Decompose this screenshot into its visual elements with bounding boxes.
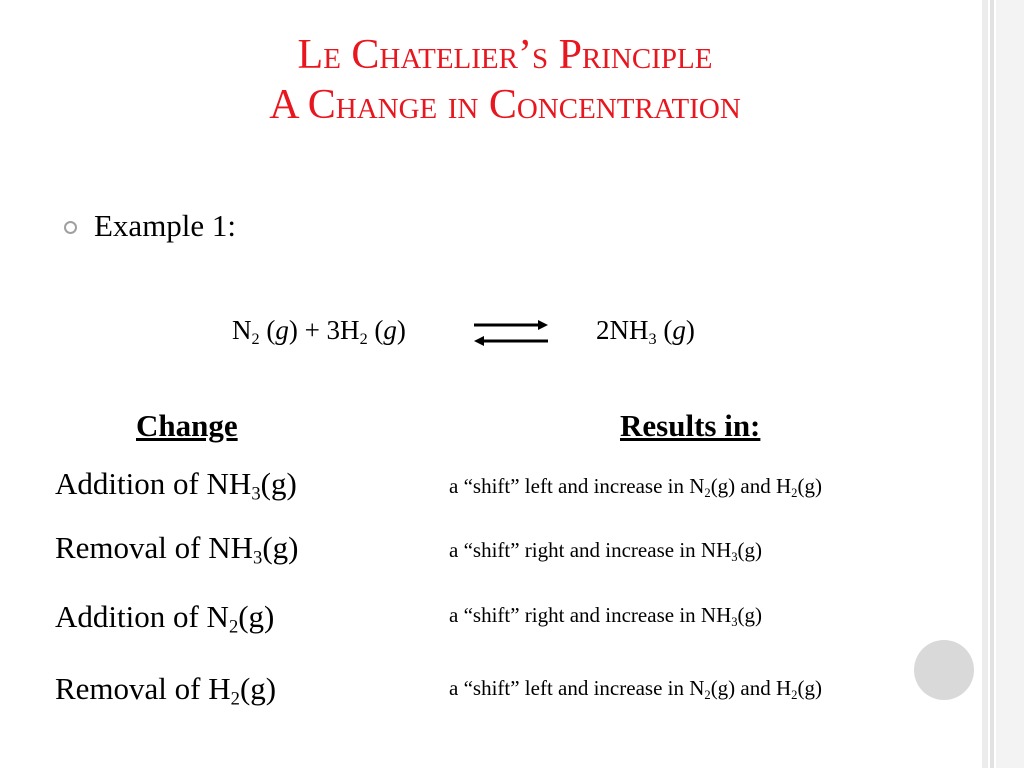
slide-title [0,30,1010,130]
change-text: Addition of N [55,599,229,634]
circle-bullet-icon [64,221,77,234]
change-cell [55,599,275,638]
result-subscript: 2 [704,687,711,702]
eq-text: ( [656,315,673,345]
eq-state: g [383,315,397,345]
change-header: Change [136,408,238,443]
eq-text: ) + 3H [288,315,360,345]
eq-text: ( [367,315,384,345]
change-subscript: 2 [228,616,239,638]
result-text: (g) [737,603,763,627]
eq-text: 2NH [596,315,649,345]
decorative-circle-icon [914,640,974,700]
result-text: a “shift” left and increase in N [449,474,705,498]
bullet-text: Example 1: [94,208,237,243]
change-text: Removal of NH [55,530,254,565]
eq-subscript: 3 [648,329,657,348]
change-subscript: 2 [230,688,240,710]
result-subscript: 2 [704,485,711,500]
eq-text: N [232,315,252,345]
change-text: (g) [239,671,277,706]
result-subscript: 3 [731,614,738,629]
change-subscript: 3 [253,547,263,569]
equilibrium-arrows-icon [472,316,552,350]
result-text: (g) [797,676,822,700]
eq-text: ) [685,315,695,345]
result-text: a “shift” left and increase in N [449,676,705,700]
result-subscript: 2 [791,687,798,702]
eq-subscript: 2 [359,329,368,348]
result-subscript: 3 [731,549,738,564]
result-text: a “shift” right and increase in NH [449,538,732,562]
change-text: (g) [238,599,275,634]
change-text: (g) [260,466,297,501]
title-line-1: Le Chatelier’s Principle [297,32,713,78]
result-subscript: 2 [791,485,798,500]
results-header: Results in: [620,408,761,443]
result-cell [449,538,762,563]
change-cell [55,671,277,710]
change-text: Addition of NH [55,466,252,501]
result-text: (g) and H [710,676,792,700]
title-line-2: A Change in Concentration [269,82,741,128]
eq-subscript: 2 [251,329,260,348]
equation-reactants [232,312,406,348]
result-cell [449,676,822,701]
result-text: (g) [797,474,822,498]
eq-text: ) [396,315,406,345]
eq-state: g [672,315,686,345]
result-text: (g) and H [710,474,792,498]
change-text: (g) [262,530,299,565]
eq-text: ( [259,315,276,345]
change-text: Removal of H [55,671,231,706]
result-cell [449,474,822,499]
change-cell [55,466,297,505]
result-text: a “shift” right and increase in NH [449,603,732,627]
result-cell [449,603,762,628]
result-text: (g) [737,538,763,562]
change-subscript: 3 [251,483,261,505]
change-cell [55,530,299,569]
eq-state: g [275,315,289,345]
equation-products [596,312,695,348]
